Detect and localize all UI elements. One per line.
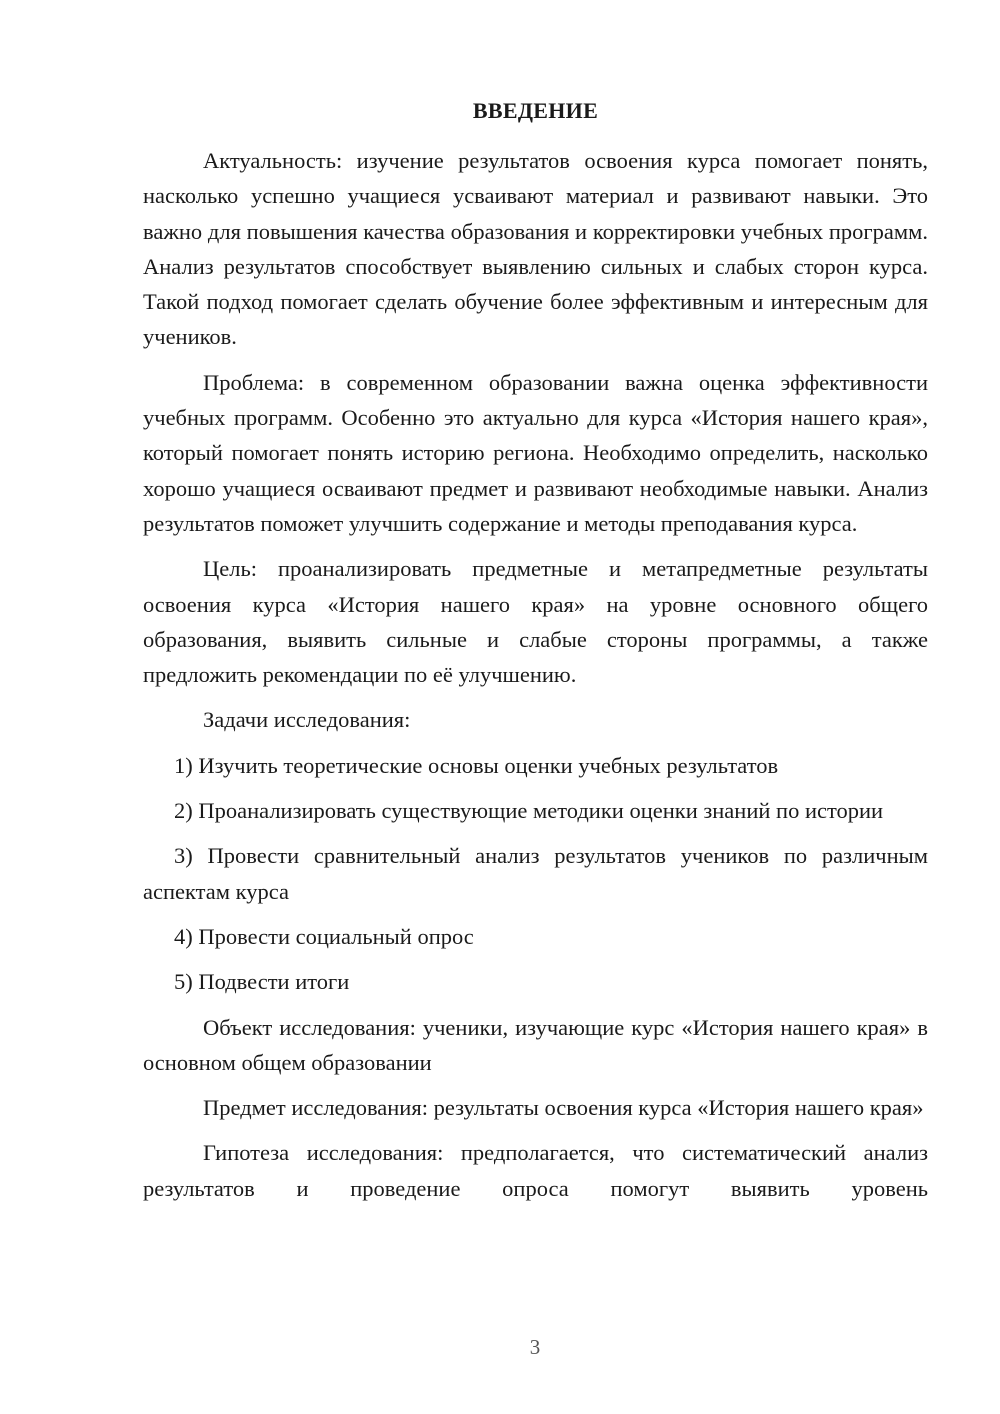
tasks-title: Задачи исследования: <box>203 707 411 733</box>
goal-paragraph: Цель: проанализировать предметные и метапредметные результаты освоения курса «История нашего края» на уровне основного общего образования, выявить сильные и слабые стороны программы, а также предложить рекомендации по её улучшению. <box>143 556 928 688</box>
object-paragraph: Объект исследования: ученики, изучающие курс «История нашего края» в основном общем образовании <box>143 1014 928 1075</box>
hypothesis-paragraph: Гипотеза исследования: предполагается, что систематический анализ результатов и проведение опроса помогут выявить уровень <box>143 1140 928 1201</box>
task-item-5: 5) Подвести итоги <box>174 969 350 995</box>
section-heading: ВВЕДЕНИЕ <box>472 98 599 123</box>
body-text <box>143 143 928 1216</box>
task-item-1: 1) Изучить теоретические основы оценки учебных результатов <box>174 752 779 778</box>
task-item-3: 3) Провести сравнительный анализ результатов учеников по различным аспектам курса <box>143 843 928 904</box>
task-item-2: 2) Проанализировать существующие методики оценки знаний по истории <box>174 798 884 824</box>
subject-paragraph: Предмет исследования: результаты освоения курса «История нашего края» <box>203 1095 924 1121</box>
problem-paragraph: Проблема: в современном образовании важна оценка эффективности учебных программ. Особенно это актуально для курса «История нашего края», который помогает понять историю региона. Необходимо определить, насколько хорошо учащиеся осваивают предмет и развивают необходимые навыки. Анализ результатов поможет улучшить содержание и методы преподавания курса. <box>143 369 928 536</box>
page-number: 3 <box>529 1335 541 1359</box>
relevance-paragraph: Актуальность: изучение результатов освоения курса помогает понять, насколько успешно учащиеся усваивают материал и развивают навыки. Это важно для повышения качества образования и корректировки учебных программ. Анализ результатов способствует выявлению сильных и слабых сторон курса. Такой подход помогает сделать обучение более эффективным и интересным для учеников. <box>143 148 928 350</box>
task-item-4: 4) Провести социальный опрос <box>174 923 474 949</box>
